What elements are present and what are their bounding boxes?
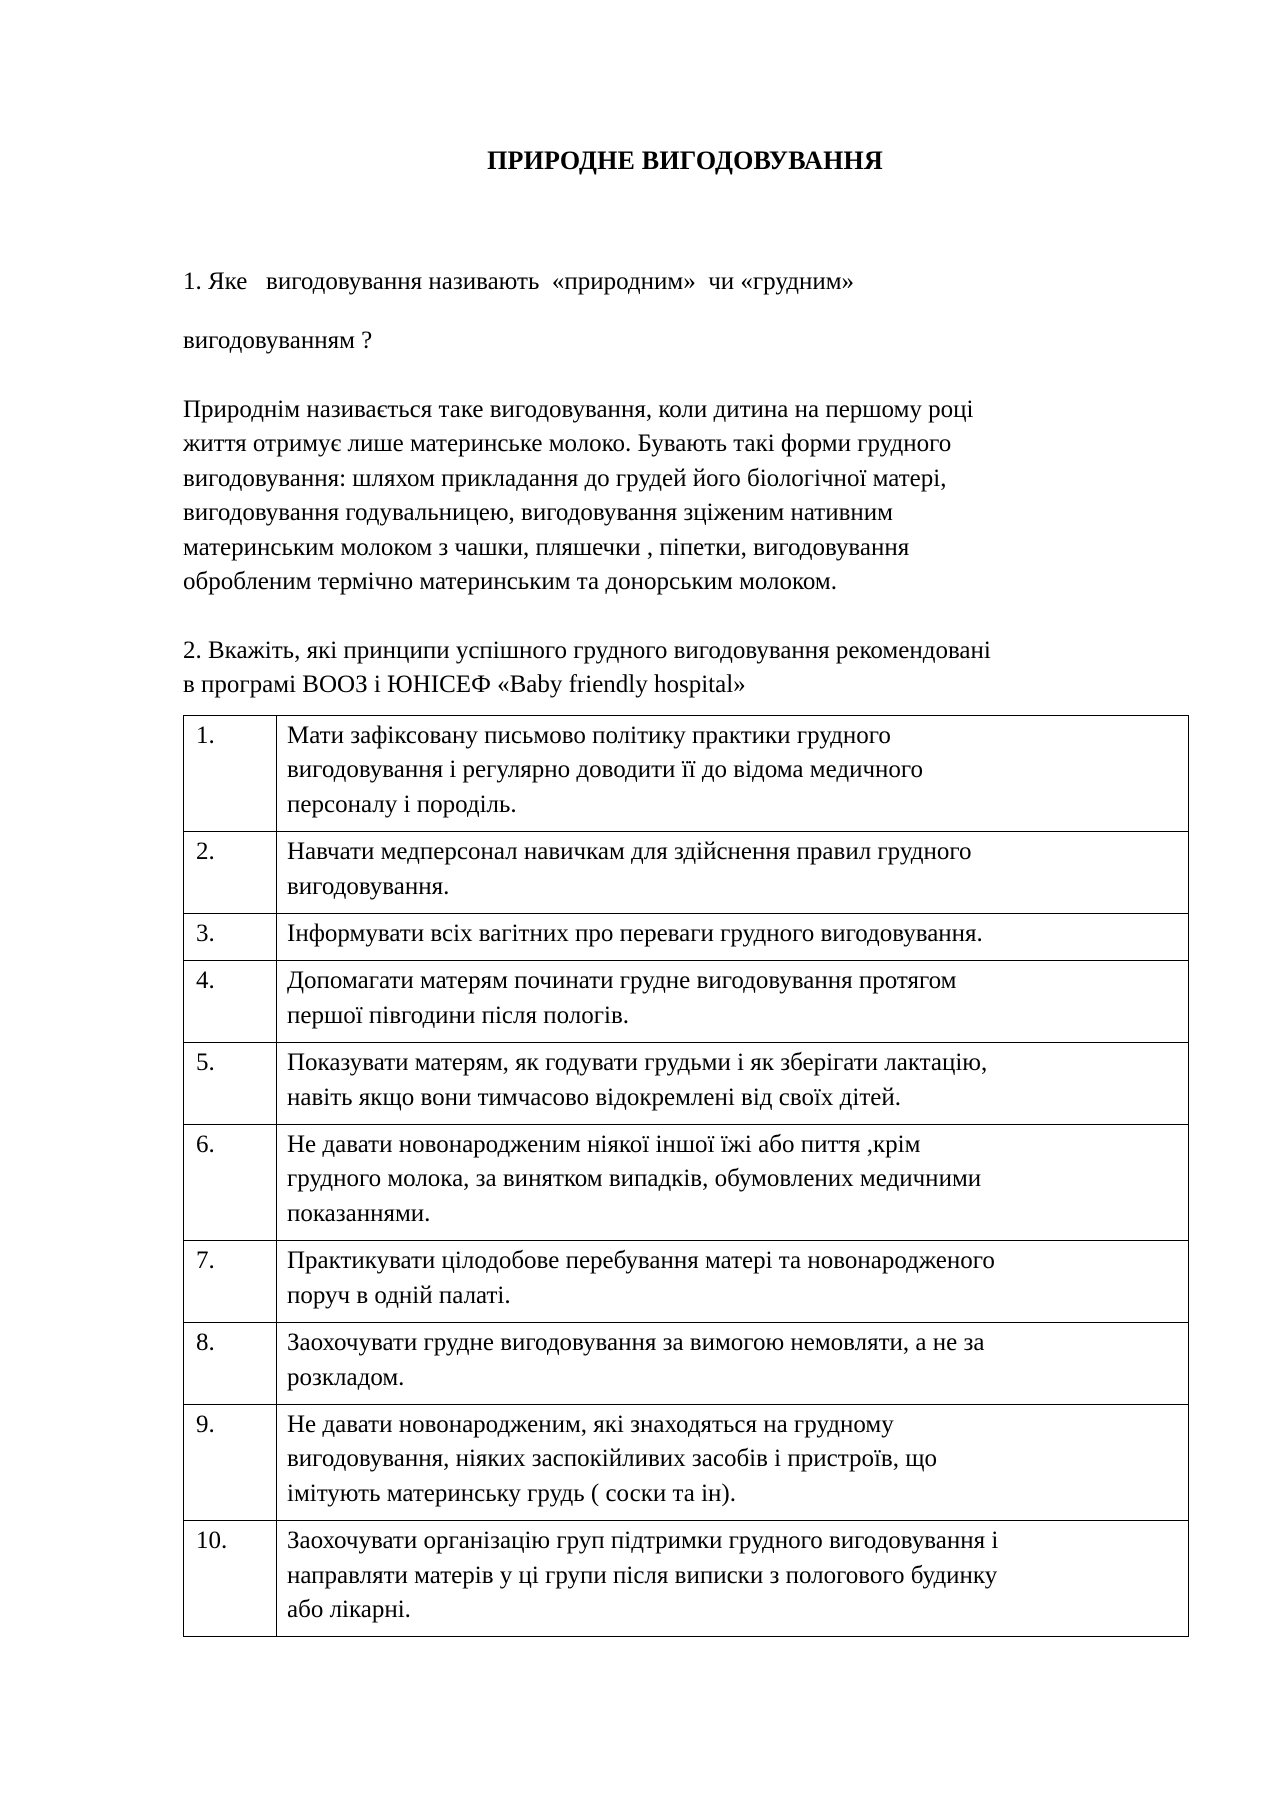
principle-text xyxy=(277,716,1189,832)
principle-text-line: показаннями. xyxy=(287,1199,431,1227)
principle-text-line: вигодовування і регулярно доводити її до відома медичного xyxy=(287,756,924,784)
answer-line: життя отримує лише материнське молоко. Бувають такі форми грудного xyxy=(183,430,952,458)
principle-text xyxy=(277,832,1189,914)
question-2 xyxy=(183,634,1203,702)
page-title: ПРИРОДНЕ ВИГОДОВУВАННЯ xyxy=(487,146,883,175)
principle-text-line: навіть якщо вони тимчасово відокремлені від своїх дітей. xyxy=(287,1083,902,1111)
principle-number: 3. xyxy=(184,914,277,961)
principle-text xyxy=(277,914,1189,961)
principle-text xyxy=(277,1323,1189,1405)
answer-line: материнським молоком з чашки, пляшечки , піпетки, вигодовування xyxy=(183,533,910,561)
principle-text-line: Заохочувати організацію груп підтримки грудного вигодовування і xyxy=(287,1527,999,1555)
principle-number: 5. xyxy=(184,1043,277,1125)
table-row xyxy=(184,1521,1189,1637)
table-row xyxy=(184,1323,1189,1405)
principle-text-line: Не давати новонародженим ніякої іншої їжі або пиття ,крім xyxy=(287,1131,921,1159)
principle-text-line: вигодовування. xyxy=(287,872,450,900)
principle-number: 10. xyxy=(184,1521,277,1637)
principle-number: 9. xyxy=(184,1404,277,1520)
principle-text-line: або лікарні. xyxy=(287,1595,411,1623)
principle-text-line: Показувати матерям, як годувати грудьми і як зберігати лактацію, xyxy=(287,1049,988,1077)
principle-text-line: першої півгодини після пологів. xyxy=(287,1001,629,1029)
principle-text-line: імітують материнську грудь ( соски та ін). xyxy=(287,1479,737,1507)
table-row xyxy=(184,832,1189,914)
table-row xyxy=(184,716,1189,832)
principle-text-line: направляти матерів у ці групи після виписки з пологового будинку xyxy=(287,1561,998,1589)
principle-number: 4. xyxy=(184,961,277,1043)
principle-text xyxy=(277,1241,1189,1323)
principle-text-line: Навчати медперсонал навичкам для здійснення правил грудного xyxy=(287,838,972,866)
principles-table xyxy=(183,715,1189,1637)
principle-text-line: Не давати новонародженим, які знаходяться на грудному xyxy=(287,1410,894,1438)
question-2-line: 2. Вкажіть, які принципи успішного грудного вигодовування рекомендовані xyxy=(183,637,991,664)
answer-line: вигодовування: шляхом прикладання до грудей його біологічної матері, xyxy=(183,464,947,492)
principle-text xyxy=(277,961,1189,1043)
principle-text-line: Мати зафіксовану письмово політику практики грудного xyxy=(287,722,891,749)
principle-text-line: Практикувати цілодобове перебування матері та новонародженого xyxy=(287,1247,995,1275)
table-row xyxy=(184,1125,1189,1241)
principle-text-line: персоналу і породіль. xyxy=(287,790,517,818)
principle-text xyxy=(277,1521,1189,1637)
principle-text-line: вигодовування, ніяких заспокійливих засобів і пристроїв, що xyxy=(287,1445,937,1473)
table-row xyxy=(184,961,1189,1043)
principle-number: 2. xyxy=(184,832,277,914)
principle-text-line: розкладом. xyxy=(287,1363,405,1391)
principle-number: 8. xyxy=(184,1323,277,1405)
principle-text xyxy=(277,1043,1189,1125)
answer-1-paragraph xyxy=(183,393,1203,599)
question-1-line-1: 1. Яке вигодовування називають «природним» чи «грудним» xyxy=(183,268,855,295)
principle-text-line: грудного молока, за винятком випадків, обумовлених медичними xyxy=(287,1165,982,1193)
table-row xyxy=(184,914,1189,961)
principle-number: 1. xyxy=(184,716,277,832)
principle-number: 6. xyxy=(184,1125,277,1241)
table-row xyxy=(184,1241,1189,1323)
question-1-line-2: вигодовуванням ? xyxy=(183,327,373,354)
principle-number: 7. xyxy=(184,1241,277,1323)
principles-table-body xyxy=(184,716,1189,1637)
answer-line: обробленим термічно материнським та донорським молоком. xyxy=(183,568,838,596)
principle-text xyxy=(277,1125,1189,1241)
answer-line: вигодовування годувальницею, вигодовування зціженим нативним xyxy=(183,499,893,527)
principle-text-line: Допомагати матерям починати грудне вигодовування протягом xyxy=(287,967,957,995)
table-row xyxy=(184,1043,1189,1125)
principle-text-line: поруч в одній палаті. xyxy=(287,1281,511,1309)
principle-text-line: Інформувати всіх вагітних про переваги грудного вигодовування. xyxy=(287,920,983,948)
question-2-line: в програмі ВООЗ і ЮНІСЕФ «Baby friendly hospital» xyxy=(183,671,746,698)
principle-text-line: Заохочувати грудне вигодовування за вимогою немовляти, а не за xyxy=(287,1329,985,1357)
table-row xyxy=(184,1404,1189,1520)
principle-text xyxy=(277,1404,1189,1520)
answer-line: Природнім називається таке вигодовування, коли дитина на першому році xyxy=(183,396,974,423)
